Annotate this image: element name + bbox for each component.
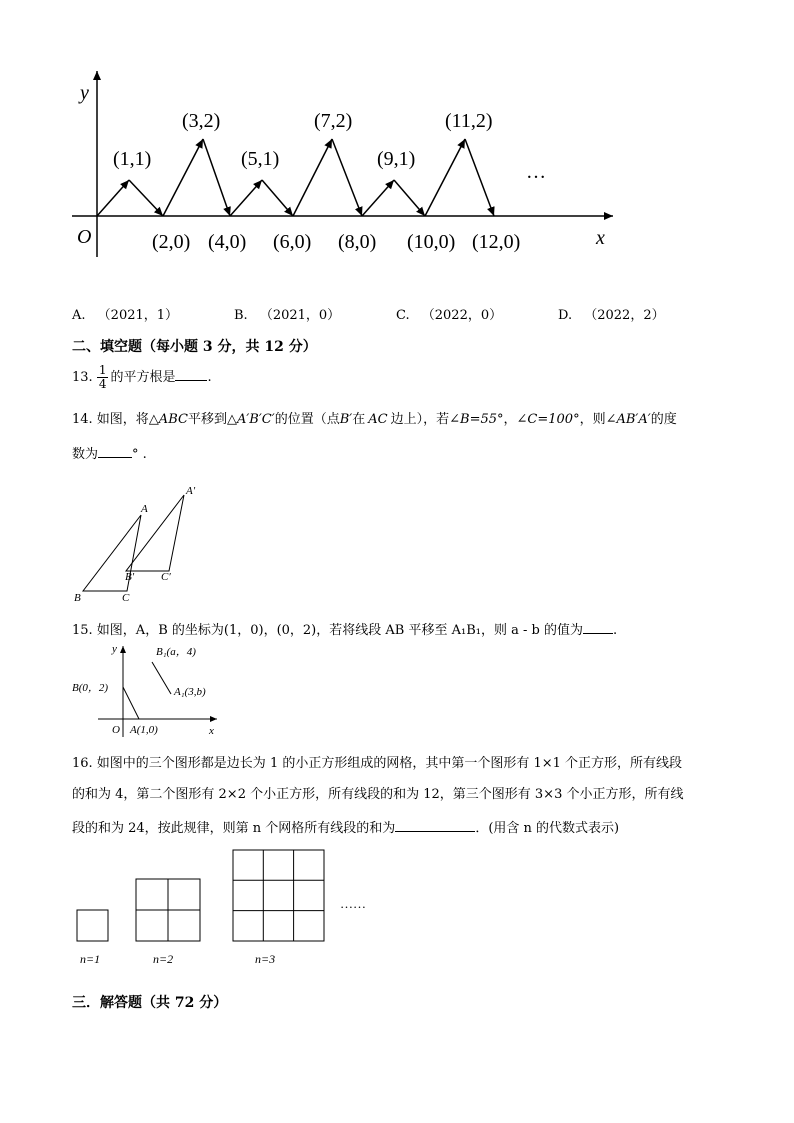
point-label-a: A(1,0) [130,724,158,736]
choice-value: （2021，0） [259,308,341,323]
q13-text: 的平方根是 [110,370,176,385]
q14-math: ∠B=55° [449,412,504,427]
peak-label: (5,1) [241,148,280,170]
grid-label-n1: n=1 [80,952,101,966]
point-label-a: A [141,503,148,515]
answer-blank[interactable] [395,818,475,832]
point-label-c: C [122,592,130,604]
q13-end: . [207,370,212,385]
zig-arrow [425,139,465,216]
segment-translation-figure [68,640,228,740]
q14-text: ，则 [579,412,606,427]
base-label: (6,0) [273,231,312,253]
q14-math: ∠AB′A′ [605,412,651,427]
origin-label: O [112,724,120,736]
ellipsis: … [526,161,546,183]
question-16-line-1: 16. 如图中的三个图形都是边长为 1 的小正方形组成的网格，其中第一个图形有 1×1 个正方形，所有线段 [72,756,683,771]
zigzag-figure [60,65,630,265]
origin-label: O [77,226,92,248]
base-label: (4,0) [208,231,247,253]
point-label-b: B(0，2) [72,682,109,694]
q14-text: 14. 如图，将 [72,412,149,427]
grid-n3 [233,850,324,941]
q13-number: 13. [72,370,93,385]
grid-pattern-figure [70,845,380,970]
q15-end: . [612,623,618,638]
fraction-numerator: 1 [98,363,107,377]
zig-arrow [332,139,362,216]
x-axis-label: x [596,227,605,249]
answer-blank[interactable] [175,367,207,381]
fraction-denominator: 4 [98,377,107,391]
peak-label: (7,2) [314,110,353,132]
x-axis-label: x [209,725,214,737]
answer-blank[interactable] [583,620,613,634]
grid-label-n3: n=3 [255,952,276,966]
choice-letter: A. [72,308,86,323]
question-13 [72,364,212,392]
segment-ab [123,687,139,719]
question-16-line-2: 的和为 4，第二个图形有 2×2 个小正方形，所有线段的和为 12，第三个图形有 3×3 个小正方形，所有线 [72,787,684,802]
grid-n1 [77,910,108,941]
choice-letter: B. [234,308,248,323]
answer-blank[interactable] [98,444,132,458]
zig-arrow [293,139,332,216]
base-label: (2,0) [152,231,191,253]
q14-math: B′ [339,412,353,427]
y-axis-label: y [80,82,89,104]
point-label-a-prime: A′ [186,485,196,497]
point-label-b-prime: B′ [125,571,135,583]
zig-arrow [362,180,394,216]
peak-label: (9,1) [377,148,416,170]
question-15 [72,620,617,639]
question-16-line-3 [72,818,619,837]
question-14-line-1 [72,412,677,428]
grid-label-n2: n=2 [153,952,174,966]
q14-text: 数为 [72,447,99,462]
zig-arrow [129,180,163,216]
q14-text: 平移到 [187,412,227,427]
zig-arrow [465,139,494,216]
segment-a1b1 [152,662,171,694]
peak-label: (1,1) [113,148,152,170]
y-axis-label: y [112,643,117,655]
zig-arrow [262,180,293,216]
q14-text: ， [503,412,517,427]
q16-text: ．(用含 n 的代数式表示) [475,821,620,836]
choice-a[interactable] [72,308,178,324]
section-2-heading: 二、填空题（每小题 3 分，共 12 分） [72,339,317,355]
triangle-a-prime-b-prime-c-prime [126,495,184,571]
fraction-one-quarter [97,364,109,391]
q14-math: AC [368,412,388,427]
q16-text: 段的和为 24，按此规律，则第 n 个网格所有线段的和为 [72,821,396,836]
zig-arrow [163,139,203,216]
translation-triangle-figure [70,482,210,607]
base-label: (10,0) [407,231,456,253]
choice-value: （2022，2） [584,308,665,323]
zig-arrow [230,180,262,216]
q14-math: ∠C=100° [516,412,580,427]
q15-text: 15. 如图，A，B 的坐标为(1，0)，(0，2)，若将线段 AB 平移至 A₁B₁，则 a - b 的值为 [72,623,583,638]
choice-letter: D. [558,308,573,323]
point-label-c-prime: C′ [161,571,171,583]
point-label-b1: B₁(a，4) [156,646,196,658]
q14-text: 边上），若 [390,412,450,427]
q14-text: 的度 [650,412,677,427]
peak-label: (11,2) [445,110,493,132]
zig-arrow [394,180,425,216]
choice-d[interactable] [558,308,665,324]
q14-math: △A′B′C′ [226,412,275,427]
grid-dots: …… [340,896,366,911]
base-label: (12,0) [472,231,521,253]
zig-arrow [97,180,129,216]
peak-label: (3,2) [182,110,221,132]
q14-text: 在 [352,412,366,427]
section-3-heading: 三．解答题（共 72 分） [72,995,228,1011]
q14-text: ° . [132,447,147,462]
point-label-a1: A₁(3,b) [174,686,206,698]
q14-math: △ABC [148,412,188,427]
choice-c[interactable] [396,308,502,324]
base-label: (8,0) [338,231,377,253]
choice-value: （2021，1） [97,308,179,323]
point-label-b: B [74,592,81,604]
zig-arrow [203,139,230,216]
q14-text: 的位置（点 [274,412,340,427]
choice-value: （2022，0） [421,308,503,323]
choice-b[interactable] [234,308,340,324]
choice-letter: C. [396,308,410,323]
question-14-line-2 [72,444,147,463]
